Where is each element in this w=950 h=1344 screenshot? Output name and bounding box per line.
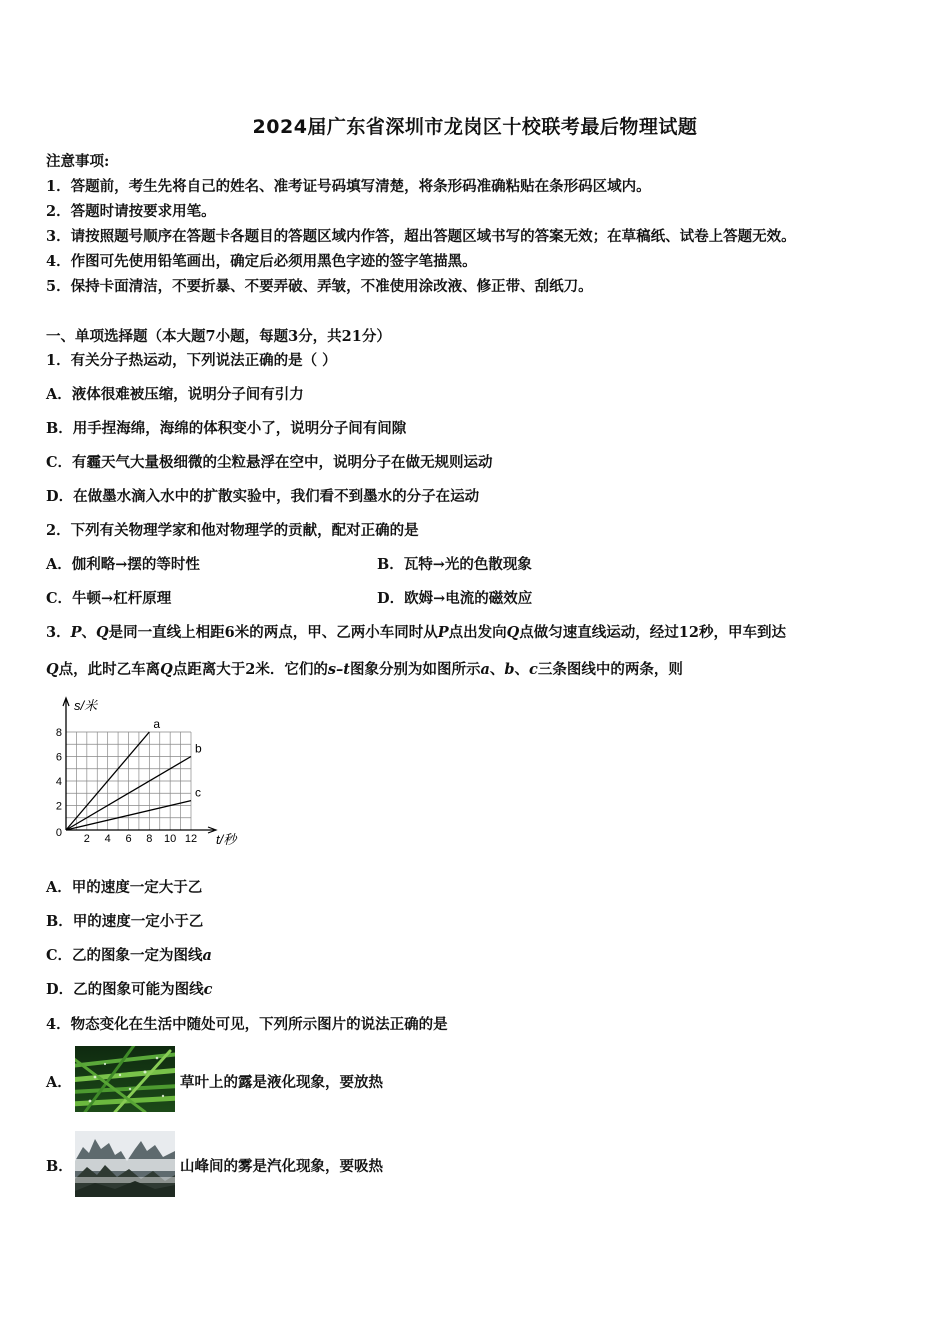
q4-option-b-text: 山峰间的雾是汽化现象，要吸热 [180, 1158, 383, 1175]
y-axis-label: s/米 [74, 698, 98, 713]
notice-heading: 注意事项: [46, 153, 110, 170]
notice-item: 4．作图可先使用铅笔画出，确定后必须用黑色字迹的签字笔描黑。 [46, 253, 477, 270]
st-graph [52, 694, 257, 854]
q3-stem-line1: 3．P、Q是同一直线上相距6米的两点，甲、乙两小车同时从P点出发向Q点做匀速直线运动，经过12秒，甲车到达 [46, 624, 786, 641]
q2-stem: 2．下列有关物理学家和他对物理学的贡献，配对正确的是 [46, 522, 419, 539]
x-tick-label: 2 [83, 833, 90, 845]
notice-item: 2．答题时请按要求用笔。 [46, 203, 216, 220]
q2-option-a: A．伽利略→摆的等时性 [46, 556, 200, 573]
y-tick-label: 6 [55, 751, 62, 764]
x-tick-label: 4 [104, 833, 111, 845]
q3-option-d: D．乙的图象可能为图线c [46, 981, 213, 998]
q4-option-b-label: B． [46, 1158, 73, 1175]
section-heading: 一、单项选择题（本大题7小题，每题3分，共21分） [46, 328, 391, 345]
q3-option-b: B．甲的速度一定小于乙 [46, 913, 204, 930]
page-title: 2024届广东省深圳市龙岗区十校联考最后物理试题 [252, 116, 698, 138]
y-tick-label: 2 [55, 800, 62, 813]
notice-item: 3．请按照题号顺序在答题卡各题目的答题区域内作答，超出答题区域书写的答案无效；在草稿纸、试卷上答题无效。 [46, 228, 796, 245]
x-tick-label: 10 [164, 833, 177, 845]
q4-stem: 4．物态变化在生活中随处可见，下列所示图片的说法正确的是 [46, 1016, 448, 1033]
q2-option-c: C．牛顿→杠杆原理 [46, 590, 172, 607]
mountain-fog-photo [75, 1131, 175, 1197]
x-axis-label: t/秒 [216, 832, 237, 847]
series-label-a: a [153, 717, 161, 731]
q3-option-c: C．乙的图象一定为图线a [46, 947, 212, 964]
q3-option-a: A．甲的速度一定大于乙 [46, 879, 203, 896]
x-tick-label: 8 [146, 833, 153, 845]
notice-item: 1．答题前，考生先将自己的姓名、准考证号码填写清楚，将条形码准确粘贴在条形码区域内。 [46, 178, 651, 195]
origin-label: 0 [55, 827, 62, 839]
y-tick-label: 8 [55, 727, 62, 739]
q1-option-a: A．液体很难被压缩，说明分子间有引力 [46, 386, 304, 403]
q2-option-b: B．瓦特→光的色散现象 [377, 556, 532, 573]
q4-option-a-label: A． [46, 1074, 72, 1091]
y-tick-label: 4 [55, 776, 62, 788]
series-label-b: b [195, 741, 202, 756]
q1-option-b: B．用手捏海绵，海绵的体积变小了，说明分子间有间隙 [46, 420, 407, 437]
x-tick-label: 6 [125, 833, 132, 845]
q1-option-d: D．在做墨水滴入水中的扩散实验中，我们看不到墨水的分子在运动 [46, 488, 480, 505]
grass-dew-photo [75, 1046, 175, 1112]
q4-option-a-text: 草叶上的露是液化现象，要放热 [180, 1074, 383, 1091]
q1-option-c: C．有霾天气大量极细微的尘粒悬浮在空中，说明分子在做无规则运动 [46, 454, 493, 471]
q3-stem-line2: Q点，此时乙车离Q点距离大于2米．它们的s–t图象分别为如图所示a、b、c三条图线中的两条，则 [46, 661, 683, 678]
q2-option-d: D．欧姆→电流的磁效应 [377, 590, 533, 607]
q1-stem: 1．有关分子热运动，下列说法正确的是（ ） [46, 352, 337, 369]
x-tick-label: 12 [184, 833, 198, 845]
notice-item: 5．保持卡面清洁，不要折暴、不要弄破、弄皱，不准使用涂改液、修正带、刮纸刀。 [46, 278, 593, 295]
series-label-c: c [195, 785, 201, 800]
